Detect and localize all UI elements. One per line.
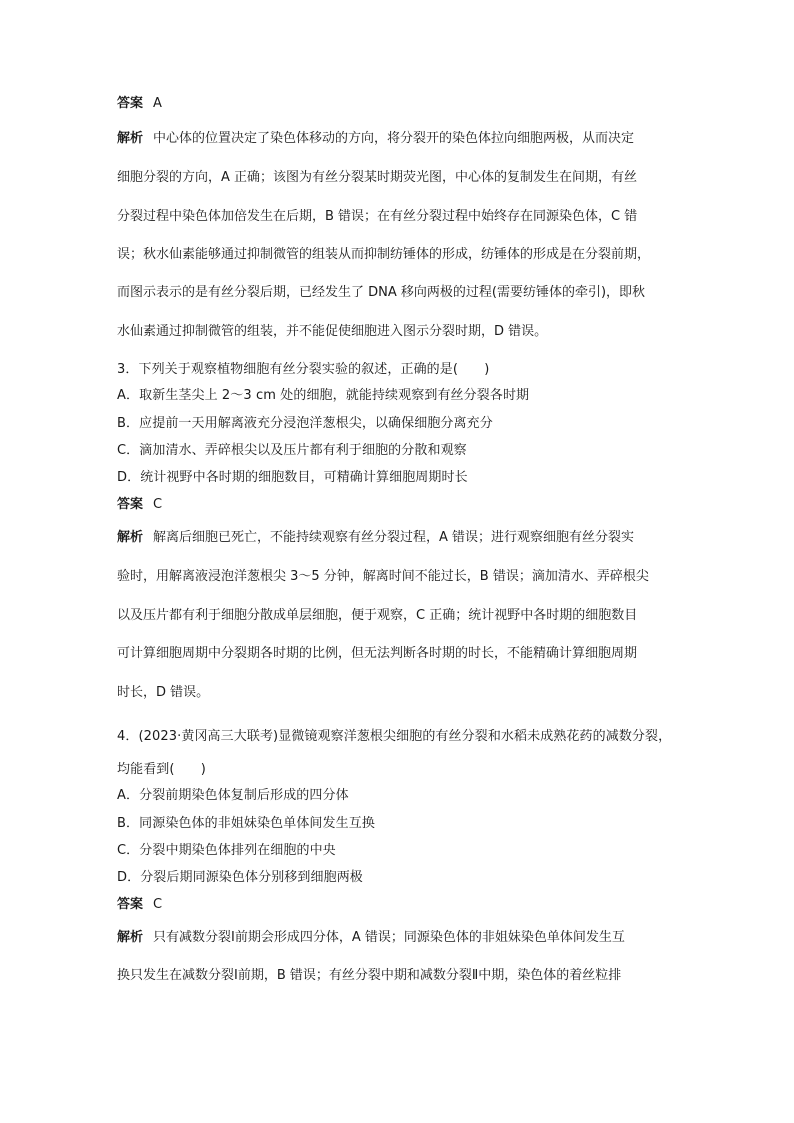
q3-analysis-line-1 xyxy=(117,530,634,546)
q4-option-d: D．分裂后期同源染色体分别移到细胞两极 xyxy=(117,870,363,885)
q4-answer-line xyxy=(117,897,162,913)
q4-analysis-text-1: 只有减数分裂Ⅰ前期会形成四分体，A 错误；同源染色体的非姐妹染色单体间发生互 xyxy=(153,930,625,945)
q3-option-c: C．滴加清水、弄碎根尖以及压片都有利于细胞的分散和观察 xyxy=(117,443,467,458)
q2-analysis-line-3: 分裂过程中染色体加倍发生在后期，B 错误；在有丝分裂过程中始终存在同源染色体，C 错 xyxy=(117,209,638,224)
q2-analysis-line-4: 误；秋水仙素能够通过抑制微管的组装从而抑制纺锤体的形成，纺锤体的形成是在分裂前期， xyxy=(117,247,651,262)
q3-option-a: A．取新生茎尖上 2～3 cm 处的细胞，就能持续观察到有丝分裂各时期 xyxy=(117,388,530,403)
q4-stem-line-1: 4．(2023·黄冈高三大联考)显微镜观察洋葱根尖细胞的有丝分裂和水稻未成熟花药的减数分裂， xyxy=(117,729,672,744)
q2-analysis-text-1: 中心体的位置决定了染色体移动的方向，将分裂开的染色体拉向细胞两极，从而决定 xyxy=(153,131,635,146)
q2-analysis-line-6: 水仙素通过抑制微管的组装，并不能促使细胞进入图示分裂时期，D 错误。 xyxy=(117,324,548,339)
q3-analysis-line-3: 以及压片都有利于细胞分散成单层细胞，便于观察，C 正确；统计视野中各时期的细胞数目 xyxy=(117,608,638,623)
q4-stem-line-2: 均能看到( ) xyxy=(117,762,206,777)
q3-option-b: B．应提前一天用解离液充分浸泡洋葱根尖，以确保细胞分离充分 xyxy=(117,416,493,431)
q4-option-b: B．同源染色体的非姐妹染色单体间发生互换 xyxy=(117,816,375,831)
q2-analysis-line-5: 而图示表示的是有丝分裂后期，已经发生了 DNA 移向两极的过程(需要纺锤体的牵引)，即秋 xyxy=(117,285,646,300)
q3-answer-value: C xyxy=(153,497,163,512)
q3-option-d: D．统计视野中各时期的细胞数目，可精确计算细胞周期时长 xyxy=(117,470,468,485)
q4-analysis-line-1 xyxy=(117,930,625,946)
q4-option-a: A．分裂前期染色体复制后形成的四分体 xyxy=(117,788,349,803)
q2-analysis-line-1 xyxy=(117,131,634,147)
q4-analysis-tag: 解析 xyxy=(117,930,144,945)
q2-answer-value: A xyxy=(153,96,162,111)
q3-answer-line xyxy=(117,497,162,513)
q4-option-c: C．分裂中期染色体排列在细胞的中央 xyxy=(117,843,336,858)
q3-analysis-text-1: 解离后细胞已死亡，不能持续观察有丝分裂过程，A 错误；进行观察细胞有丝分裂实 xyxy=(153,530,635,545)
q4-analysis-line-2: 换只发生在减数分裂Ⅰ前期，B 错误；有丝分裂中期和减数分裂Ⅱ中期，染色体的着丝粒排 xyxy=(117,968,622,983)
q2-analysis-line-2: 细胞分裂的方向，A 正确；该图为有丝分裂某时期荧光图，中心体的复制发生在间期，有丝 xyxy=(117,170,638,185)
q4-answer-tag: 答案 xyxy=(117,897,144,912)
q2-answer-line xyxy=(117,96,162,112)
q3-answer-tag: 答案 xyxy=(117,497,144,512)
q3-analysis-line-5: 时长，D 错误。 xyxy=(117,685,210,700)
q2-answer-tag: 答案 xyxy=(117,96,144,111)
q3-stem: 3．下列关于观察植物细胞有丝分裂实验的叙述，正确的是( ) xyxy=(117,362,490,377)
q3-analysis-line-4: 可计算细胞周期中分裂期各时期的比例，但无法判断各时期的时长，不能精确计算细胞周期 xyxy=(117,646,638,661)
q4-answer-value: C xyxy=(153,897,163,912)
q2-analysis-tag: 解析 xyxy=(117,131,144,146)
q3-analysis-tag: 解析 xyxy=(117,530,144,545)
q3-analysis-line-2: 验时，用解离液浸泡洋葱根尖 3～5 分钟，解离时间不能过长，B 错误；滴加清水、弄碎根尖 xyxy=(117,569,649,584)
